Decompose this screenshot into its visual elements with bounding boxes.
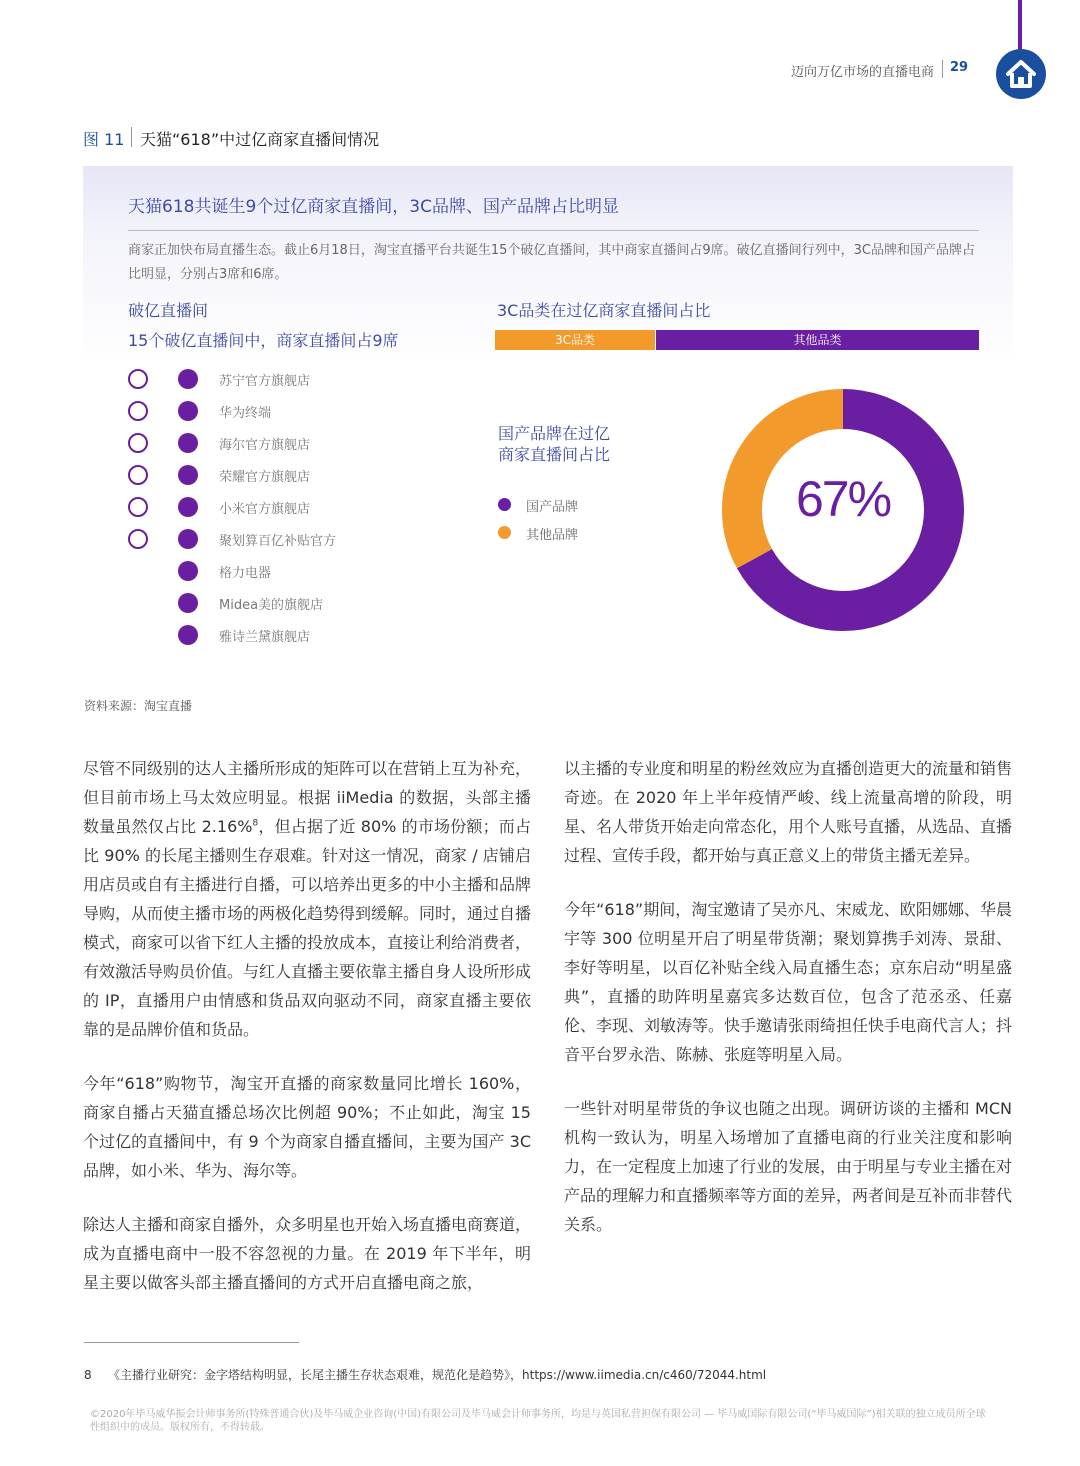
store-name: 苏宁官方旗舰店	[219, 374, 311, 389]
non-merchant-room-marker	[128, 433, 148, 453]
home-button[interactable]	[996, 49, 1046, 99]
paragraph: 今年“618”期间，淘宝邀请了吴亦凡、宋威龙、欧阳娜娜、华晨宇等 300 位明星开启了明星带货潮；聚划算携手刘涛、景甜、李好等明星，以百亿补贴全线入局直播生态；京东启动“明星盛典”，直播的助阵明星嘉宾多达数百位，包含了范丞丞、任嘉伦、李现、刘敏涛等。快手邀请张雨绮担任快手电商代言人；抖音平台罗永浩、陈赫、张庭等明星入局。	[564, 900, 1013, 1064]
pie-heading-line1: 国产品牌在过亿	[498, 424, 611, 443]
non-merchant-room-marker	[128, 401, 148, 421]
panel-divider	[128, 230, 979, 231]
store-name: 雅诗兰黛旗舰店	[219, 630, 311, 645]
figure-caption-divider	[131, 127, 132, 147]
page-number: 29	[950, 60, 969, 75]
paragraph: 除达人主播和商家自播外，众多明星也开始入场直播电商赛道，成为直播电商中一股不容忽视的力量。在 2019 年下半年，明星主要以做客头部主播直播间的方式开启直播电商之旅，	[83, 1215, 532, 1292]
panel-description: 商家正加快布局直播生态。截止6月18日，淘宝直播平台共诞生15个破亿直播间，其中商家直播间占9席。破亿直播间行列中，3C品牌和国产品牌占比明显，分别占3席和6席。	[128, 243, 975, 282]
left-heading: 破亿直播间	[128, 301, 209, 320]
merchant-room-marker	[178, 433, 198, 453]
paragraph: 一些针对明星带货的争议也随之出现。调研访谈的主播和 MCN 机构一致认为，明星入场增加了直播电商的行业关注度和影响力，在一定程度上加速了行业的发展，由于明星与专业主播在对产品的理解力和直播频率等方面的差异，两者间是互补而非替代关系。	[564, 1099, 1013, 1234]
merchant-room-marker	[178, 369, 198, 389]
merchant-room-marker	[178, 497, 198, 517]
header-accent-line	[1018, 0, 1022, 50]
bar-heading: 3C品类在过亿商家直播间占比	[497, 301, 711, 320]
footnote-number: 8	[84, 1368, 92, 1382]
legend-label-domestic: 国产品牌	[526, 500, 579, 515]
legend-swatch-other	[498, 526, 511, 539]
non-merchant-room-marker	[128, 369, 148, 389]
home-icon	[996, 49, 1046, 99]
body-column-right	[564, 754, 1012, 1239]
copyright-notice: ©2020年毕马威华振会计师事务所(特殊普通合伙)及毕马威企业咨询(中国)有限公司及毕马威会计师事务所，均是与英国私营担保有限公司 — 毕马威国际有限公司(“毕马威国际”)相关联的独立成员所全球性组织中的成员。版权所有，不得转载。	[90, 1409, 986, 1433]
donut-center-label: 67%	[795, 471, 891, 527]
footnote-text[interactable]: 《主播行业研究：金字塔结构明显，长尾主播生存状态艰难，规范化是趋势》，https://www.iimedia.cn/c460/72044.html	[108, 1368, 767, 1382]
merchant-room-marker	[178, 529, 198, 549]
non-merchant-room-marker	[128, 497, 148, 517]
paragraph: 尽管不同级别的达人主播所形成的矩阵可以在营销上互为补充，但目前市场上马太效应明显。根据 iiMedia 的数据，头部主播数量虽然仅占比 2.16%$^8$，但占据了近 80% 的市场份额；而占比 90% 的长尾主播则生存艰难。针对这一情况，商家 / 店铺启用店员或自有主播进行自播，可以培养出更多的中小主播和品牌导购，从而使主播市场的两极化趋势得到缓解。同时，通过自播模式，商家可以省下红人主播的投放成本，直接让利给消费者，有效激活导购员价值。与红人直播主要依靠主播自身人设所形成的 IP，直播用户由情感和货品双向驱动不同，商家直播主要依靠的是品牌价值和货品。	[83, 759, 532, 1039]
paragraph: 今年“618”购物节，淘宝开直播的商家数量同比增长 160%，商家自播占天猫直播总场次比例超 90%；不止如此，淘宝 15 个过亿的直播间中，有 9 个为商家自播直播间，主要为国产 3C 品牌，如小米、华为、海尔等。	[83, 1074, 531, 1180]
store-name: 聚划算百亿补贴官方	[219, 534, 337, 549]
merchant-room-marker	[178, 561, 198, 581]
header-divider	[942, 60, 943, 78]
figure-source: 资料来源：淘宝直播	[84, 699, 193, 713]
paragraph: 以主播的专业度和明星的粉丝效应为直播创造更大的流量和销售奇迹。在 2020 年上半年疫情严峻、线上流量高增的阶段，明星、名人带货开始走向常态化，用个人账号直播，从选品、直播过程、宣传手段，都开始与真正意义上的带货主播无差异。	[564, 759, 1013, 865]
footnote-divider	[84, 1342, 299, 1343]
store-name: 小米官方旗舰店	[219, 502, 311, 517]
panel-title: 天猫618共诞生9个过亿商家直播间，3C品牌、国产品牌占比明显	[128, 197, 619, 217]
non-merchant-room-marker	[128, 465, 148, 485]
legend-swatch-domestic	[498, 498, 511, 511]
figure-number: 图 11	[83, 130, 125, 149]
store-name: 格力电器	[219, 566, 272, 581]
merchant-room-marker	[178, 625, 198, 645]
store-name: 海尔官方旗舰店	[219, 438, 311, 453]
bar-segment-3c: 3C品类	[495, 330, 655, 350]
footnote	[84, 1366, 766, 1383]
non-merchant-room-marker	[128, 529, 148, 549]
bar-segment-other: 其他品类	[656, 330, 979, 350]
body-column-left	[83, 754, 531, 1297]
legend-label-other: 其他品牌	[526, 528, 579, 543]
merchant-room-marker	[178, 593, 198, 613]
footnote-ref[interactable]: 8	[252, 818, 259, 829]
pie-heading-line2: 商家直播间占比	[498, 445, 611, 464]
store-name: 华为终端	[219, 406, 272, 421]
left-subheading: 15个破亿直播间中，商家直播间占9席	[128, 331, 399, 350]
store-name: 荣耀官方旗舰店	[219, 470, 311, 485]
merchant-room-marker	[178, 401, 198, 421]
running-header-title: 迈向万亿市场的直播电商	[790, 65, 934, 80]
store-name: Midea美的旗舰店	[219, 598, 324, 613]
figure-title: 天猫“618”中过亿商家直播间情况	[140, 130, 380, 149]
merchant-room-marker	[178, 465, 198, 485]
